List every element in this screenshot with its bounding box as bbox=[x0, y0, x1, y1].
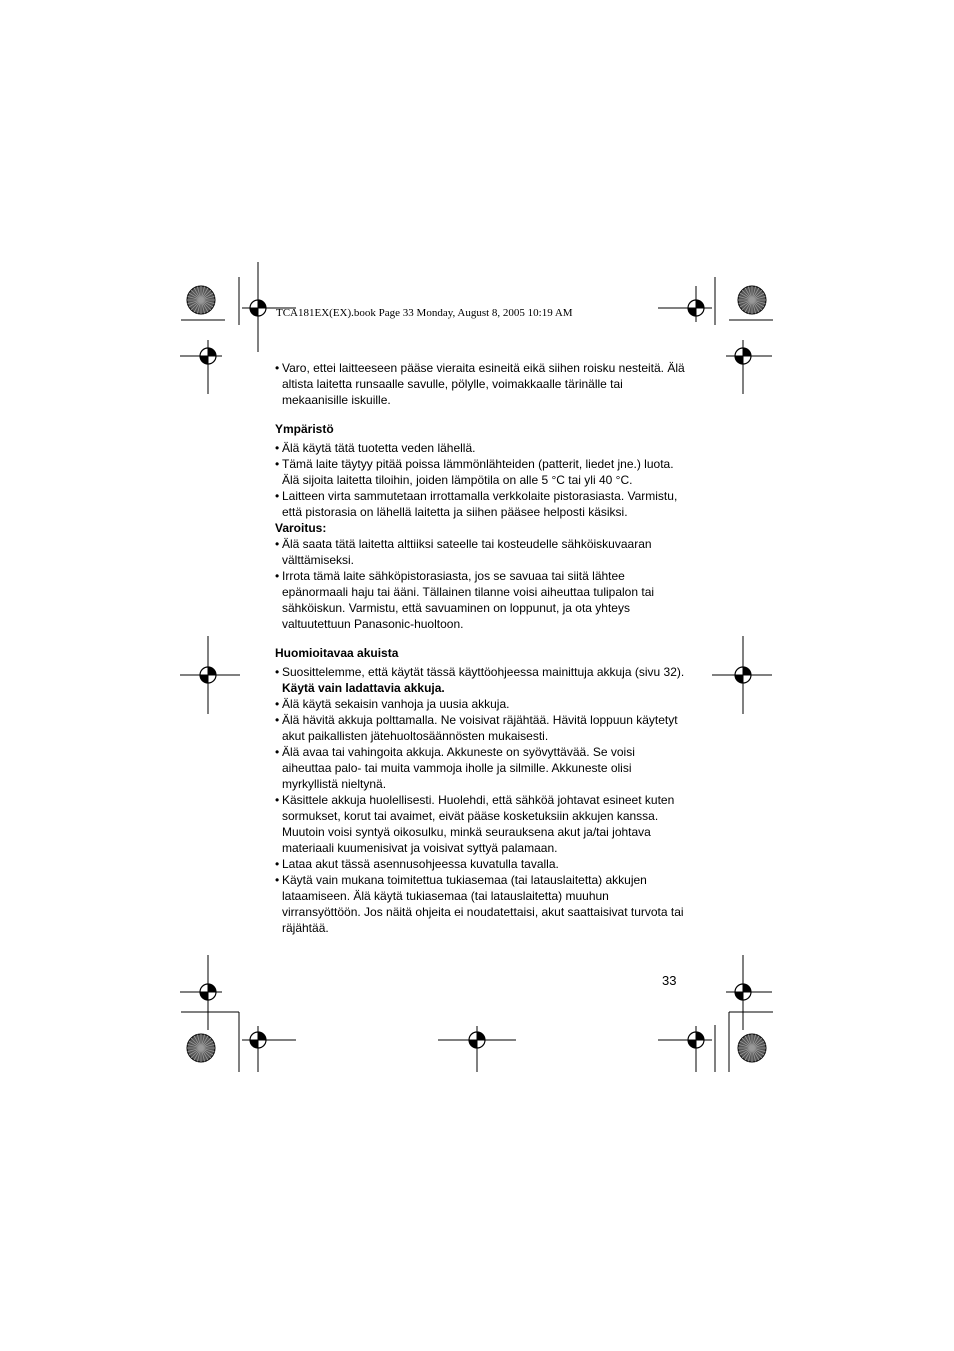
registration-crosshair-icon bbox=[658, 1026, 712, 1072]
warning-item: • Irrota tämä laite sähköpistorasiasta, jos se savuaa tai siitä lähtee epänormaali haju tai ääni. Tällainen tilanne voisi aiheuttaa tulipalon tai sähköiskun. Varmistu, että savuaminen on loppunut, ja ota yhteys valtuutettuun Panasonic-huoltoon. bbox=[275, 568, 685, 632]
warning-item: • Älä saata tätä laitetta alttiiksi sateelle tai kosteudelle sähköiskuvaaran välttämiseksi. bbox=[275, 536, 685, 568]
battery-item-emphasis: Käytä vain ladattavia akkuja. bbox=[282, 681, 445, 695]
print-header-line: TCA181EX(EX).book Page 33 Monday, August 8, 2005 10:19 AM bbox=[276, 307, 573, 319]
registration-crosshair-icon bbox=[658, 286, 712, 322]
battery-item: • Älä hävitä akkuja polttamalla. Ne voisivat räjähtää. Hävitä loppuun käytetyt akut paikallisten jätehuoltosäännösten mukaisesti. bbox=[275, 712, 685, 744]
warning-heading: Varoitus: bbox=[275, 521, 327, 535]
starburst-target-icon bbox=[187, 1034, 215, 1062]
page-body bbox=[275, 360, 685, 936]
registration-crosshair-icon bbox=[438, 1026, 516, 1072]
battery-item-text: Suosittelemme, että käytät tässä käyttöohjeessa mainittuja akkuja (sivu 32). bbox=[282, 665, 685, 679]
registration-crosshair-icon bbox=[180, 636, 240, 714]
environment-item: • Laitteen virta sammutetaan irrottamalla verkkolaite pistorasiasta. Varmistu, että pistorasia on lähellä laitetta ja siihen pääsee helposti käsiksi. bbox=[275, 488, 685, 520]
starburst-target-icon bbox=[187, 286, 215, 314]
registration-crosshair-icon bbox=[726, 955, 772, 1030]
starburst-target-icon bbox=[738, 1034, 766, 1062]
battery-item: • Älä käytä sekaisin vanhoja ja uusia akkuja. bbox=[275, 696, 685, 712]
battery-item: • Älä avaa tai vahingoita akkuja. Akkuneste on syövyttävää. Se voisi aiheuttaa palo- tai muita vammoja iholle ja silmille. Akkuneste olisi myrkyllistä nieltynä. bbox=[275, 744, 685, 792]
registration-crosshair-icon bbox=[712, 636, 772, 714]
registration-crosshair-icon bbox=[180, 955, 222, 1030]
environment-item: • Tämä laite täytyy pitää poissa lämmönlähteiden (patterit, liedet jne.) luota. Älä sijoita laitetta tiloihin, joiden lämpötila on alle 5 °C tai yli 40 °C. bbox=[275, 456, 685, 488]
environment-item: • Älä käytä tätä tuotetta veden lähellä. bbox=[275, 440, 685, 456]
battery-item bbox=[275, 664, 685, 696]
starburst-target-icon bbox=[738, 286, 766, 314]
battery-item: • Lataa akut tässä asennusohjeessa kuvatulla tavalla. bbox=[275, 856, 685, 872]
registration-crosshair-icon bbox=[242, 1026, 296, 1072]
registration-crosshair-icon bbox=[726, 340, 772, 394]
registration-crosshair-icon bbox=[180, 340, 222, 394]
page-number: 33 bbox=[662, 973, 677, 988]
section-heading-environment: Ympäristö bbox=[275, 422, 334, 436]
section-heading-batteries: Huomioitavaa akuista bbox=[275, 646, 399, 660]
battery-item: • Käsittele akkuja huolellisesti. Huolehdi, että sähköä johtavat esineet kuten sormukset, korut tai avaimet, eivät pääse kosketuksiin akkujen kanssa. Muutoin voisi syntyä oikosulku, minkä seurauksena akut ja/tai johtava materiaali kuumenisivat ja voisivat syttyä palamaan. bbox=[275, 792, 685, 856]
intro-item: • Varo, ettei laitteeseen pääse vieraita esineitä eikä siihen roisku nesteitä. Älä altista laitetta runsaalle savulle, pölylle, voimakkaalle tärinälle tai mekaanisille iskuille. bbox=[275, 360, 685, 408]
battery-item: • Käytä vain mukana toimitettua tukiasemaa (tai latauslaitetta) akkujen lataamiseen. Älä käytä tukiasemaa (tai latauslaitetta) muuhun virransyöttöön. Jos näitä ohjeita ei noudatettaisi, akut saattaisivat turvota tai räjähtää. bbox=[275, 872, 685, 936]
